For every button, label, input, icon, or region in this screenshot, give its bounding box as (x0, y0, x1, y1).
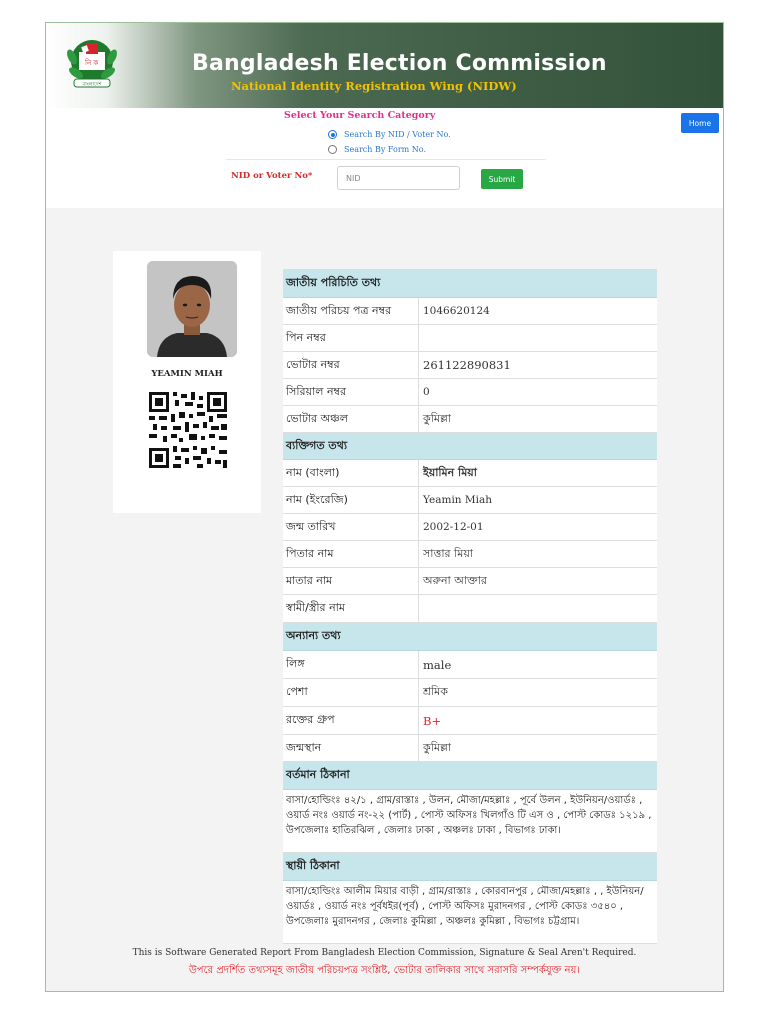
svg-text:বাংলাদেশ: বাংলাদেশ (82, 81, 102, 88)
section-personal: ব্যক্তিগত তথ্য (283, 433, 657, 460)
row-dob: জন্ম তারিখ 2002-12-01 (283, 514, 657, 541)
home-button[interactable]: Home (681, 113, 719, 133)
row-voter-area: ভোটার অঞ্চল কুমিল্লা (283, 406, 657, 433)
profile-card (113, 251, 261, 513)
search-category-heading: Select Your Search Category (284, 110, 436, 121)
report-frame (45, 22, 724, 992)
radio-form[interactable] (328, 145, 337, 154)
page-title: Bangladesh Election Commission (192, 51, 607, 76)
row-mother: মাতার নাম অরুনা আক্তার (283, 568, 657, 595)
row-nid-no: জাতীয় পরিচয় পত্র নম্বর 1046620124 (283, 298, 657, 325)
section-other: অন্যান্য তথ্য (283, 623, 657, 651)
row-gender: লিঙ্গ male (283, 651, 657, 679)
header-banner (46, 23, 723, 108)
footer-disclaimer: This is Software Generated Report From Bangladesh Election Commission, Signature & Seal Aren't Required. (132, 948, 637, 958)
search-option-form-label: Search By Form No. (344, 145, 427, 154)
footer-notice: উপরে প্রদর্শিত তথ্যসমূহ জাতীয় পরিচয়পত্র সংশ্লিষ্ট, ভোটার তালিকার সাথে সরাসরি সম্পর্কযুক্ত নয়। (189, 965, 580, 976)
page-subtitle: National Identity Registration Wing (NIDW) (231, 79, 517, 93)
row-name-en: নাম (ইংরেজি) Yeamin Miah (283, 487, 657, 514)
permanent-address: বাসা/হোল্ডিংঃ আলীম মিয়ার বাড়ী , গ্রাম/রাস্তাঃ , কোরবানপুর , মৌজা/মহল্লাঃ , , ইউনিয়ন/ওয়ার্ডঃ , ওয়ার্ড নংঃ পূর্বধইর(পূর্ব) , পোস্ট অফিসঃ মুরাদনগর , পোস্ট কোডঃ ৩৫৪০ , উপজেলাঃ মুরাদনগর , জেলাঃ কুমিল্লা , অঞ্চলঃ কুমিল্লা , বিভাগঃ চট্টগ্রাম। (283, 881, 657, 944)
section-permanent-address: স্থায়ী ঠিকানা (283, 853, 657, 881)
search-option-form[interactable] (328, 145, 426, 154)
row-spouse: স্বামী/স্ত্রীর নাম (283, 595, 657, 623)
submit-button[interactable]: Submit (481, 169, 523, 189)
section-present-address: বর্তমান ঠিকানা (283, 762, 657, 790)
row-father: পিতার নাম সাত্তার মিয়া (283, 541, 657, 568)
present-address: বাসা/হোল্ডিংঃ ৪২/১ , গ্রাম/রাস্তাঃ , উলন, মৌজা/মহল্লাঃ , পূর্বে উলন , ইউনিয়ন/ওয়ার্ডঃ , ওয়ার্ড নংঃ ওয়ার্ড নং-২২ (পার্ট) , পোস্ট অফিসঃ খিলগাঁও টি এস ও , পোস্ট কোডঃ ১২১৯ , উপজেলাঃ হাতিরঝিল , জেলাঃ ঢাকা , অঞ্চলঃ ঢাকা , বিভাগঃ ঢাকা। (283, 790, 657, 853)
svg-text:নি ক: নি ক (85, 59, 99, 67)
holder-name: YEAMIN MIAH (151, 369, 223, 379)
search-option-nid[interactable] (328, 130, 451, 139)
row-pin-no: পিন নম্বর (283, 325, 657, 352)
search-panel (46, 108, 723, 208)
nid-field-label: NID or Voter No* (231, 171, 313, 181)
row-occupation: পেশা শ্রমিক (283, 679, 657, 707)
profile-photo (147, 261, 237, 357)
radio-nid[interactable] (328, 130, 337, 139)
row-name-bn: নাম (বাংলা) ইয়ামিন মিয়া (283, 460, 657, 487)
section-id-info: জাতীয় পরিচিতি তথ্য (283, 269, 657, 298)
row-voter-no: ভোটার নম্বর 261122890831 (283, 352, 657, 379)
row-blood-group: রক্তের গ্রুপ B+ (283, 707, 657, 735)
nid-info-table (283, 269, 657, 944)
qr-code (149, 392, 227, 468)
divider (226, 159, 546, 160)
search-option-nid-label: Search By NID / Voter No. (344, 130, 451, 139)
row-birthplace: জন্মস্থান কুমিল্লা (283, 735, 657, 762)
nid-input[interactable] (337, 166, 460, 190)
election-commission-logo (64, 35, 120, 91)
row-serial-no: সিরিয়াল নম্বর 0 (283, 379, 657, 406)
